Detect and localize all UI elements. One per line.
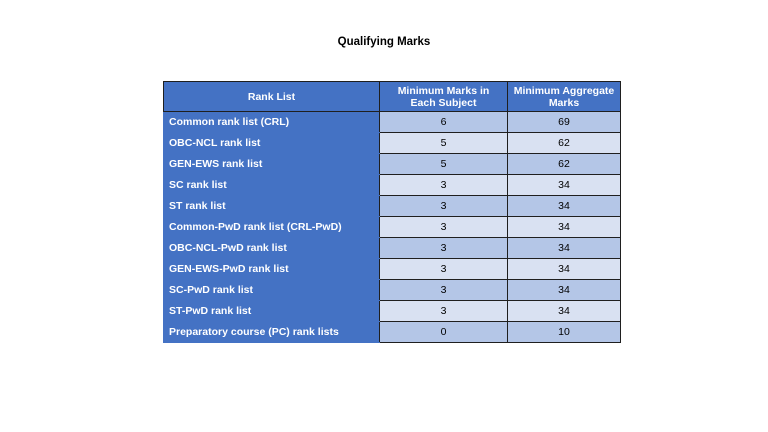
min-aggregate-marks-cell: 34: [508, 175, 621, 196]
rank-list-name: ST-PwD rank list: [164, 301, 380, 322]
rank-list-name: ST rank list: [164, 196, 380, 217]
min-aggregate-marks-cell: 62: [508, 133, 621, 154]
table-row: [164, 301, 621, 322]
min-aggregate-marks-cell: 34: [508, 259, 621, 280]
table-row: [164, 238, 621, 259]
min-aggregate-marks-cell: 62: [508, 154, 621, 175]
min-aggregate-marks-cell: 69: [508, 112, 621, 133]
min-subject-marks-cell: 3: [380, 301, 508, 322]
table-header: [164, 82, 621, 112]
rank-list-name: OBC-NCL-PwD rank list: [164, 238, 380, 259]
min-subject-marks-cell: 3: [380, 196, 508, 217]
rank-list-name: GEN-EWS-PwD rank list: [164, 259, 380, 280]
min-aggregate-marks-cell: 34: [508, 196, 621, 217]
min-aggregate-marks-cell: 34: [508, 238, 621, 259]
table-row: [164, 196, 621, 217]
min-aggregate-marks-cell: 10: [508, 322, 621, 343]
header-rank-list: Rank List: [164, 82, 380, 112]
table-row: [164, 175, 621, 196]
min-subject-marks-cell: 3: [380, 259, 508, 280]
min-aggregate-marks-cell: 34: [508, 217, 621, 238]
header-row: [164, 82, 621, 112]
rank-list-name: Common rank list (CRL): [164, 112, 380, 133]
min-aggregate-marks-cell: 34: [508, 280, 621, 301]
rank-list-name: OBC-NCL rank list: [164, 133, 380, 154]
min-subject-marks-cell: 0: [380, 322, 508, 343]
min-subject-marks-cell: 5: [380, 133, 508, 154]
rank-list-name: GEN-EWS rank list: [164, 154, 380, 175]
min-subject-marks-cell: 3: [380, 238, 508, 259]
table-row: [164, 280, 621, 301]
min-subject-marks-cell: 3: [380, 280, 508, 301]
table-row: [164, 154, 621, 175]
table-row: [164, 217, 621, 238]
table-row: [164, 322, 621, 343]
min-subject-marks-cell: 3: [380, 217, 508, 238]
rank-list-name: SC rank list: [164, 175, 380, 196]
rank-list-name: SC-PwD rank list: [164, 280, 380, 301]
qualifying-marks-table: [163, 81, 621, 343]
rank-list-name: Common-PwD rank list (CRL-PwD): [164, 217, 380, 238]
table-body: [164, 112, 621, 343]
rank-list-name: Preparatory course (PC) rank lists: [164, 322, 380, 343]
header-min-aggregate-marks: Minimum Aggregate Marks: [508, 82, 621, 112]
header-min-subject-marks: Minimum Marks in Each Subject: [380, 82, 508, 112]
min-subject-marks-cell: 3: [380, 175, 508, 196]
min-aggregate-marks-cell: 34: [508, 301, 621, 322]
min-subject-marks-cell: 6: [380, 112, 508, 133]
table-row: [164, 133, 621, 154]
page-title: Qualifying Marks: [337, 36, 431, 48]
table-row: [164, 259, 621, 280]
min-subject-marks-cell: 5: [380, 154, 508, 175]
table-row: [164, 112, 621, 133]
